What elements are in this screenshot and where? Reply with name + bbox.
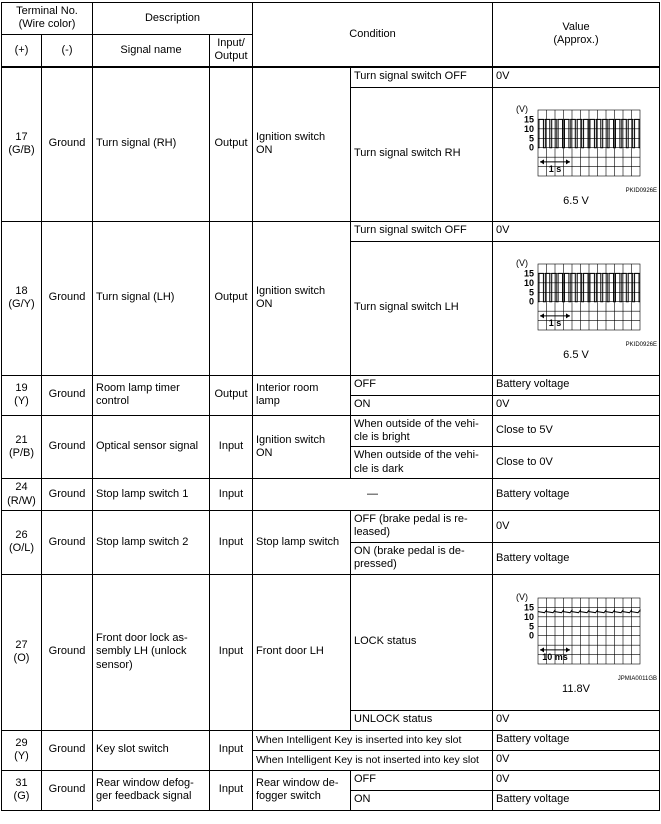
door-lock-waveform	[506, 588, 646, 676]
waveform-value: 6.5 V	[563, 195, 589, 208]
signal-name-cell: Room lamp timer control	[93, 375, 210, 415]
terminal-cell: 18 (G/Y)	[2, 221, 42, 375]
table-row	[2, 574, 660, 710]
signal-name-cell: Optical sensor signal	[93, 415, 210, 479]
sub-condition-cell: ON (brake pedal is de- pressed)	[351, 542, 493, 574]
ground-cell: Ground	[42, 511, 93, 575]
ground-cell: Ground	[42, 574, 93, 730]
waveform-value: 6.5 V	[563, 349, 589, 362]
condition-cell: Stop lamp switch	[253, 511, 351, 575]
waveform-value: 11.8V	[562, 683, 590, 696]
condition-cell: Front door LH	[253, 574, 351, 730]
terminal-cell: 29 (Y)	[2, 730, 42, 770]
time-scale-label: 10 ms	[542, 651, 568, 662]
value-cell: Battery voltage	[493, 730, 660, 750]
terminal-cell: 17 (G/B)	[2, 67, 42, 222]
sub-condition-cell: When outside of the vehi- cle is dark	[351, 447, 493, 479]
header-terminal-no: Terminal No. (Wire color)	[2, 3, 93, 35]
terminal-cell: 31 (G)	[2, 770, 42, 810]
value-cell: Battery voltage	[493, 542, 660, 574]
sub-condition-cell: OFF (brake pedal is re- leased)	[351, 511, 493, 543]
terminal-cell: 24 (R/W)	[2, 479, 42, 511]
value-cell: 0V	[493, 511, 660, 543]
signal-name-cell: Turn signal (RH)	[93, 67, 210, 222]
header-value: Value (Approx.)	[493, 3, 660, 67]
condition-cell: Ignition switch ON	[253, 221, 351, 375]
value-cell: 0V	[493, 710, 660, 730]
time-scale-label: 1 s	[548, 163, 562, 174]
header-input-output: Input/ Output	[210, 34, 253, 66]
value-cell: Battery voltage	[493, 479, 660, 511]
figure-code: PKID0926E	[625, 341, 658, 348]
ground-cell: Ground	[42, 415, 93, 479]
value-cell: 0V	[493, 221, 660, 241]
header-description: Description	[93, 3, 253, 35]
terminal-cell: 27 (O)	[2, 574, 42, 730]
io-cell: Input	[210, 770, 253, 810]
io-cell: Output	[210, 375, 253, 415]
tick-label: 0	[529, 296, 535, 307]
condition-cell: Ignition switch ON	[253, 415, 351, 479]
ground-cell: Ground	[42, 375, 93, 415]
condition-cell: Interior room lamp	[253, 375, 351, 415]
sub-condition-cell: UNLOCK status	[351, 710, 493, 730]
turn-signal-waveform-rh	[506, 100, 646, 188]
tick-label: 15	[524, 268, 535, 279]
header-signal-name: Signal name	[93, 34, 210, 66]
table-row	[2, 67, 660, 88]
terminal-cell: 21 (P/B)	[2, 415, 42, 479]
header-minus: (-)	[42, 34, 93, 66]
tick-label: 5	[529, 287, 535, 298]
sub-condition-cell: Turn signal switch OFF	[351, 221, 493, 241]
io-cell: Output	[210, 67, 253, 222]
io-cell: Output	[210, 221, 253, 375]
waveform-cell	[493, 87, 660, 221]
table-row	[2, 511, 660, 543]
signal-name-cell: Turn signal (LH)	[93, 221, 210, 375]
header-condition: Condition	[253, 3, 493, 67]
sub-condition-cell: When outside of the vehi- cle is bright	[351, 415, 493, 447]
value-cell: Battery voltage	[493, 790, 660, 810]
tick-label: 15	[524, 114, 535, 125]
tick-label: 15	[524, 602, 535, 613]
value-cell: 0V	[493, 770, 660, 790]
sub-condition-cell: ON	[351, 395, 493, 415]
tick-label: 5	[529, 621, 535, 632]
sub-condition-cell: ON	[351, 790, 493, 810]
value-cell: 0V	[493, 750, 660, 770]
ground-cell: Ground	[42, 730, 93, 770]
waveform-cell	[493, 574, 660, 710]
signal-name-cell: Front door lock as- sembly LH (unlock sensor)	[93, 574, 210, 730]
sub-condition-cell: Turn signal switch OFF	[351, 67, 493, 88]
value-cell: 0V	[493, 395, 660, 415]
figure-code: PKID0926E	[625, 187, 658, 194]
terminal-cell: 19 (Y)	[2, 375, 42, 415]
condition-cell: When Intelligent Key is inserted into key slot	[253, 730, 493, 750]
axis-unit-label: (V)	[516, 103, 529, 114]
io-cell: Input	[210, 730, 253, 770]
sub-condition-cell: Turn signal switch LH	[351, 241, 493, 375]
ground-cell: Ground	[42, 67, 93, 222]
turn-signal-waveform-lh	[506, 254, 646, 342]
condition-cell: When Intelligent Key is not inserted into key slot	[253, 750, 493, 770]
io-cell: Input	[210, 415, 253, 479]
ground-cell: Ground	[42, 221, 93, 375]
tick-label: 10	[524, 277, 535, 288]
tick-label: 0	[529, 142, 535, 153]
table-row	[2, 375, 660, 395]
header-row-1	[2, 3, 660, 35]
figure-code: JPMIA0011GB	[617, 675, 658, 682]
axis-unit-label: (V)	[516, 257, 529, 268]
ground-cell: Ground	[42, 479, 93, 511]
table-row	[2, 770, 660, 790]
waveform-cell	[493, 241, 660, 375]
sub-condition-cell: Turn signal switch RH	[351, 87, 493, 221]
time-scale-label: 1 s	[548, 317, 562, 328]
sub-condition-cell: LOCK status	[351, 574, 493, 710]
signal-name-cell: Stop lamp switch 1	[93, 479, 210, 511]
axis-unit-label: (V)	[516, 591, 529, 602]
header-plus: (+)	[2, 34, 42, 66]
sub-condition-cell: OFF	[351, 375, 493, 395]
table-row	[2, 730, 660, 750]
terminal-cell: 26 (O/L)	[2, 511, 42, 575]
sub-condition-cell: OFF	[351, 770, 493, 790]
tick-label: 10	[524, 611, 535, 622]
tick-label: 5	[529, 133, 535, 144]
condition-cell: —	[253, 479, 493, 511]
io-cell: Input	[210, 511, 253, 575]
io-cell: Input	[210, 479, 253, 511]
table-row	[2, 415, 660, 447]
tick-label: 0	[529, 630, 535, 641]
tick-label: 10	[524, 123, 535, 134]
table-row	[2, 221, 660, 241]
condition-cell: Rear window de- fogger switch	[253, 770, 351, 810]
terminal-signal-table	[1, 2, 660, 811]
ground-cell: Ground	[42, 770, 93, 810]
value-cell: Close to 0V	[493, 447, 660, 479]
value-cell: 0V	[493, 67, 660, 88]
table-row	[2, 479, 660, 511]
value-cell: Battery voltage	[493, 375, 660, 395]
value-cell: Close to 5V	[493, 415, 660, 447]
signal-name-cell: Stop lamp switch 2	[93, 511, 210, 575]
io-cell: Input	[210, 574, 253, 730]
signal-name-cell: Key slot switch	[93, 730, 210, 770]
signal-name-cell: Rear window defog- ger feedback signal	[93, 770, 210, 810]
condition-cell: Ignition switch ON	[253, 67, 351, 222]
